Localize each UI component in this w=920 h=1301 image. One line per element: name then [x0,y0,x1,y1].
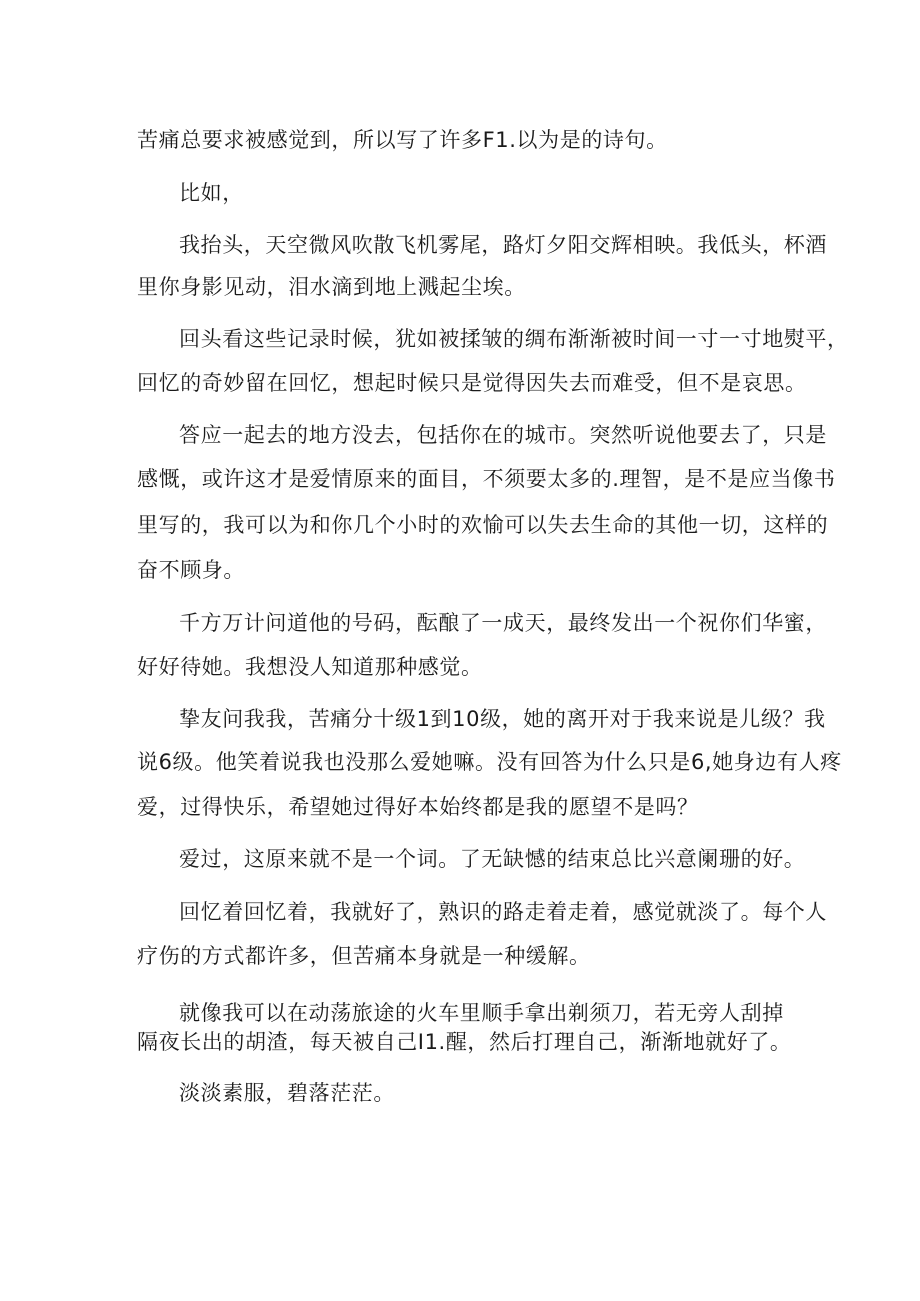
text-line: 好好待她。我想没人知道那种感觉。 [137,655,483,679]
text-line: 隔夜长出的胡渣，每天被自己I1.醒，然后打理自己，渐渐地就好了。 [137,1030,792,1054]
text-line: 感慨，或许这才是爱情原来的面目，不须要太多的.理智，是不是应当像书 [137,467,836,491]
text-line: 回头看这些记录时候，犹如被揉皱的绸布渐渐被时间一寸一寸地熨平， [179,327,849,351]
text-line: 淡淡素服，碧落茫茫。 [179,1081,395,1105]
text-line: 回忆着回忆着，我就好了，熟识的路走着走着，感觉就淡了。每个人 [179,900,827,924]
text-line: 我抬头，天空微风吹散飞机雾尾，路灯夕阳交辉相映。我低头，杯酒 [179,233,827,257]
text-line: 疗伤的方式都许多，但苦痛本身就是一种缓解。 [137,944,591,968]
text-line: 说6级。他笑着说我也没那么爱她嘛。没有回答为什么只是6,她身边有人疼 [137,750,842,774]
text-line: 里写的，我可以为和你几个小时的欢愉可以失去生命的其他一切，这样的 [137,513,829,537]
text-line: 爱，过得快乐，希望她过得好本始终都是我的愿望不是吗？ [137,795,699,819]
text-line: 回忆的奇妙留在回忆，想起时候只是觉得因失去而难受，但不是哀思。 [137,371,807,395]
text-line: 比如， [179,181,244,205]
text-line: 苦痛总要求被感觉到，所以写了许多F1.以为是的诗句。 [137,128,668,152]
text-line: 爱过，这原来就不是一个词。了无缺憾的结束总比兴意阑珊的好。 [179,847,806,871]
text-line: 千方万计问道他的号码，酝酿了一成天，最终发出一个祝你们华蜜， [179,611,827,635]
text-line: 挚友问我我，苦痛分十级1到10级，她的离开对于我来说是儿级？我 [179,707,826,731]
text-line: 就像我可以在动荡旅途的火车里顺手拿出剃须刀，若无旁人刮掉 [179,1001,784,1025]
text-line: 答应一起去的地方没去，包括你在的城市。突然听说他要去了，只是 [179,423,827,447]
text-line: 奋不顾身。 [137,558,245,582]
text-line: 里你身影见动，泪水滴到地上溅起尘埃。 [137,275,526,299]
